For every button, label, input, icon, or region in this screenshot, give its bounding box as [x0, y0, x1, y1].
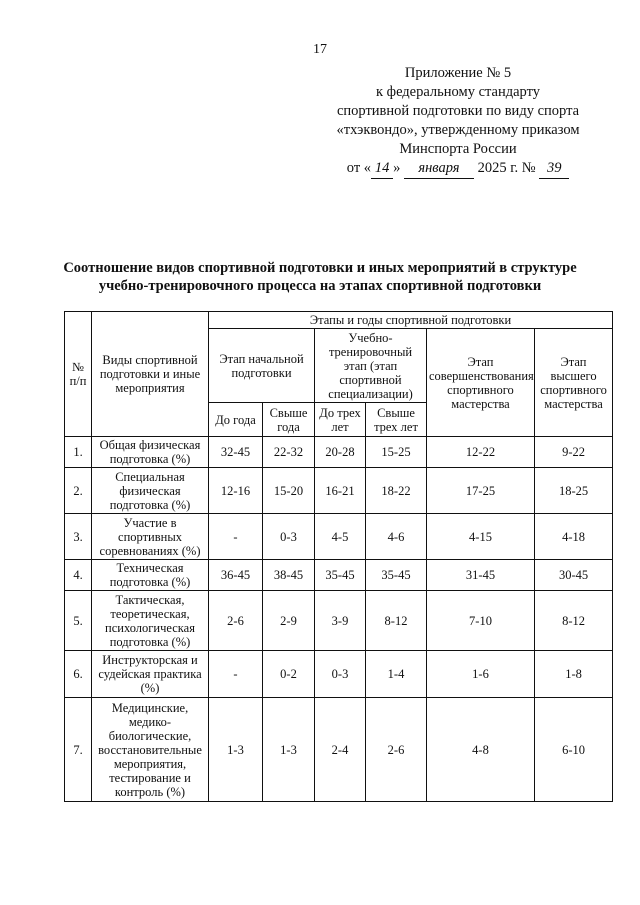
cell-value: 1-4: [366, 651, 427, 698]
document-title: [40, 259, 600, 295]
date-day-field: [371, 159, 393, 179]
cell-value: 4-15: [427, 514, 535, 560]
row-kind: Тактическая, теоретическая, психологическая подготовка (%): [92, 591, 209, 651]
cell-value: 30-45: [535, 560, 613, 591]
cell-value: -: [209, 514, 263, 560]
cell-value: 1-8: [535, 651, 613, 698]
cell-value: -: [209, 651, 263, 698]
cell-value: 1-6: [427, 651, 535, 698]
header-over-three: Свыше трех лет: [366, 403, 427, 437]
appendix-date-line: [308, 159, 608, 179]
row-kind: Участие в спортивных соревнованиях (%): [92, 514, 209, 560]
cell-value: 2-6: [366, 698, 427, 802]
cell-value: 35-45: [315, 560, 366, 591]
row-num: 4.: [65, 560, 92, 591]
table-row: [65, 651, 613, 698]
appendix-line-3: спортивной подготовки по виду спорта: [336, 103, 580, 119]
date-day: 14: [374, 160, 390, 176]
row-kind: Медицинские, медико-биологические, восстановительные мероприятия, тестирование и контроль (%): [92, 698, 209, 802]
cell-value: 4-8: [427, 698, 535, 802]
title-line-1: Соотношение видов спортивной подготовки и иных мероприятий в структуре: [63, 260, 577, 276]
header-initial-stage: Этап начальной подготовки: [209, 329, 315, 403]
header-highest-stage: Этап высшего спортивного мастерства: [535, 329, 613, 437]
order-number-field: [539, 159, 569, 179]
cell-value: 3-9: [315, 591, 366, 651]
row-num: 2.: [65, 468, 92, 514]
cell-value: 2-9: [263, 591, 315, 651]
row-num: 7.: [65, 698, 92, 802]
row-kind: Специальная физическая подготовка (%): [92, 468, 209, 514]
cell-value: 12-16: [209, 468, 263, 514]
table-row: [65, 698, 613, 802]
appendix-line-2: к федеральному стандарту: [376, 84, 540, 100]
header-up-to-year: До года: [209, 403, 263, 437]
cell-value: 0-3: [315, 651, 366, 698]
table-row: [65, 560, 613, 591]
date-month-field: [404, 159, 474, 179]
table-row: [65, 591, 613, 651]
row-num: 5.: [65, 591, 92, 651]
cell-value: 8-12: [366, 591, 427, 651]
header-kinds: Виды спортивной подготовки и иные мероприятия: [92, 312, 209, 437]
cell-value: 38-45: [263, 560, 315, 591]
date-year: 2025 г. №: [477, 160, 536, 176]
header-up-to-three: До трех лет: [315, 403, 366, 437]
row-kind: Техническая подготовка (%): [92, 560, 209, 591]
date-prefix: от «: [346, 160, 372, 176]
cell-value: 36-45: [209, 560, 263, 591]
cell-value: 1-3: [263, 698, 315, 802]
page-number: 17: [313, 42, 327, 57]
cell-value: 15-25: [366, 437, 427, 468]
appendix-line-1: Приложение № 5: [404, 65, 512, 81]
appendix-line-5: Минспорта России: [399, 141, 517, 157]
order-number: 39: [546, 160, 562, 176]
cell-value: 16-21: [315, 468, 366, 514]
date-mid: »: [393, 160, 401, 176]
row-num: 1.: [65, 437, 92, 468]
row-kind: Инструкторская и судейская практика (%): [92, 651, 209, 698]
cell-value: 7-10: [427, 591, 535, 651]
cell-value: 18-22: [366, 468, 427, 514]
cell-value: 4-18: [535, 514, 613, 560]
cell-value: 0-2: [263, 651, 315, 698]
cell-value: 2-6: [209, 591, 263, 651]
table-row: [65, 468, 613, 514]
cell-value: 4-5: [315, 514, 366, 560]
header-num: № п/п: [65, 312, 92, 437]
date-month: января: [418, 160, 460, 176]
cell-value: 9-22: [535, 437, 613, 468]
header-stages: Этапы и годы спортивной подготовки: [209, 312, 613, 329]
title-line-2: учебно-тренировочного процесса на этапах спортивной подготовки: [98, 278, 542, 294]
cell-value: 12-22: [427, 437, 535, 468]
cell-value: 15-20: [263, 468, 315, 514]
cell-value: 20-28: [315, 437, 366, 468]
cell-value: 1-3: [209, 698, 263, 802]
header-improvement-stage: Этап совершенствования спортивного мастерства: [427, 329, 535, 437]
training-ratio-table: [64, 311, 613, 802]
row-num: 3.: [65, 514, 92, 560]
cell-value: 35-45: [366, 560, 427, 591]
cell-value: 8-12: [535, 591, 613, 651]
table-row: [65, 514, 613, 560]
cell-value: 2-4: [315, 698, 366, 802]
cell-value: 32-45: [209, 437, 263, 468]
cell-value: 4-6: [366, 514, 427, 560]
appendix-line-4: «тхэквондо», утвержденному приказом: [336, 122, 580, 138]
appendix-header: [308, 64, 608, 179]
cell-value: 0-3: [263, 514, 315, 560]
row-kind: Общая физическая подготовка (%): [92, 437, 209, 468]
header-training-stage: Учебно-тренировочный этап (этап спортивной специализации): [315, 329, 427, 403]
cell-value: 22-32: [263, 437, 315, 468]
cell-value: 18-25: [535, 468, 613, 514]
cell-value: 17-25: [427, 468, 535, 514]
cell-value: 31-45: [427, 560, 535, 591]
cell-value: 6-10: [535, 698, 613, 802]
header-over-year: Свыше года: [263, 403, 315, 437]
row-num: 6.: [65, 651, 92, 698]
table-row: [65, 437, 613, 468]
